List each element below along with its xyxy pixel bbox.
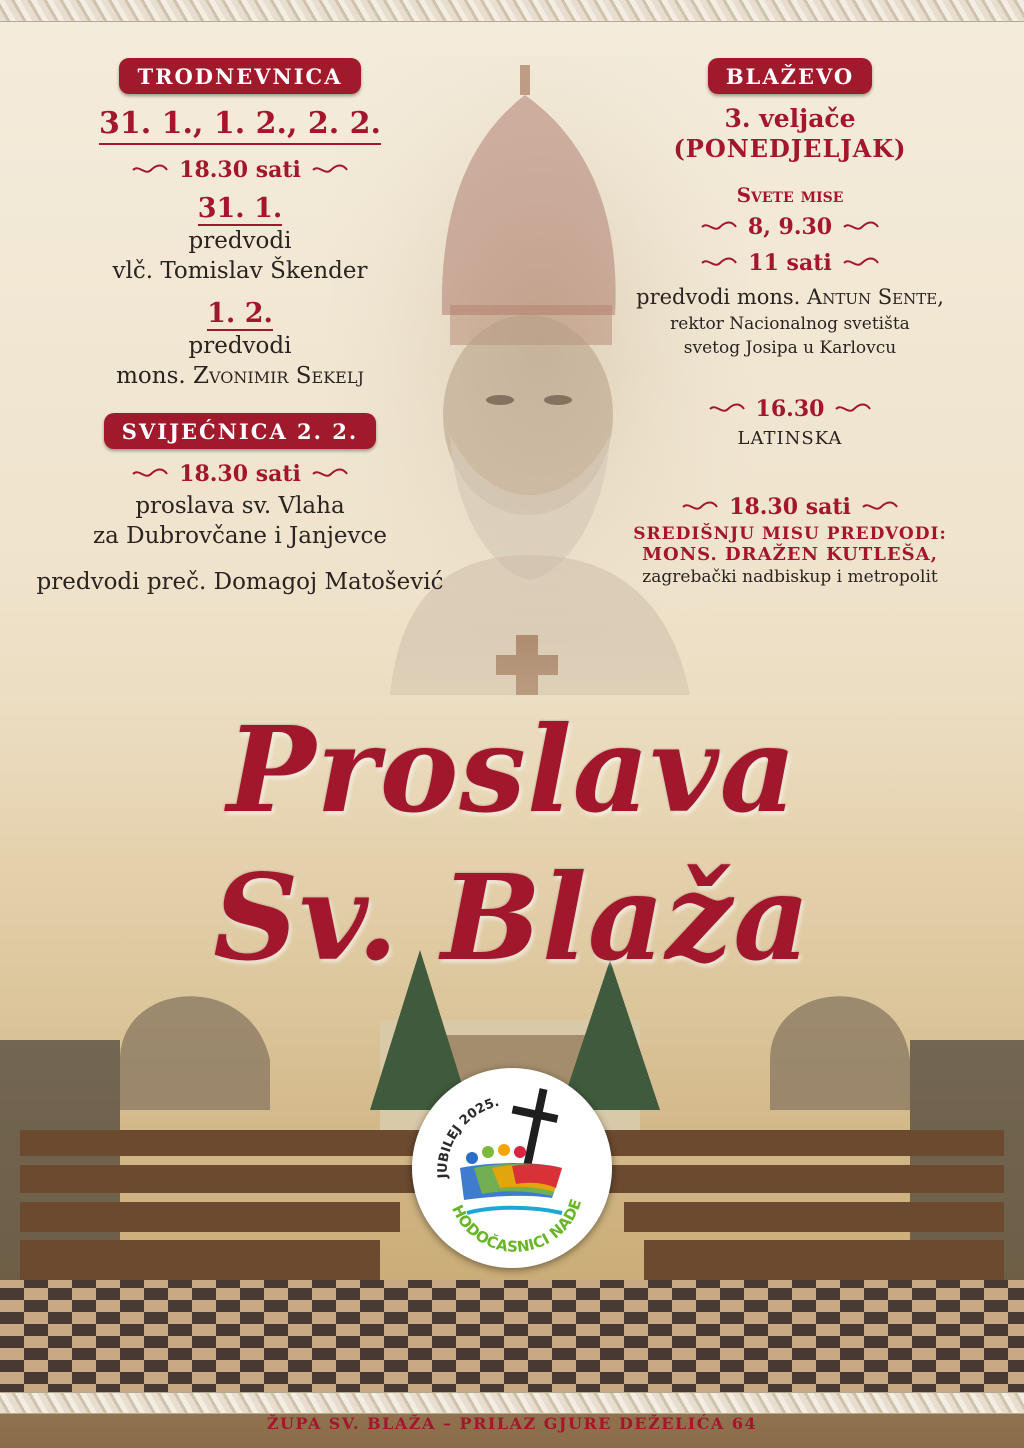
time-1630: 16.30: [755, 396, 825, 422]
jubilee-logo: [412, 1068, 612, 1268]
swash-ornament-icon: [681, 501, 719, 513]
left-column: [30, 58, 450, 597]
time-1830: 18.30 sati: [729, 494, 851, 520]
time-row-right-4: [580, 494, 1000, 520]
day2-date: 1. 2.: [207, 298, 273, 331]
masses-times: 8, 9.30: [747, 214, 833, 240]
right-column: [580, 58, 1000, 589]
swash-ornament-icon: [311, 468, 349, 480]
logo-top-text: JUBILEJ 2025.: [435, 1094, 501, 1179]
central-mass-label: SREDIŠNJU MISU PREDVODI:: [633, 524, 947, 544]
blazevo-weekday: (PONEDJELJAK): [673, 134, 907, 163]
footer-address: ŽUPA SV. BLAŽA – PRILAZ GJURE DEŽELIĆA 64: [266, 1414, 758, 1433]
svijecnica-leader: predvodi preč. Domagoj Matošević: [36, 569, 444, 596]
time-11: 11 sati: [748, 250, 832, 276]
swash-ornament-icon: [834, 403, 872, 415]
swash-ornament-icon: [842, 257, 880, 269]
time-label: 18.30 sati: [179, 157, 301, 183]
swash-ornament-icon: [131, 468, 169, 480]
swash-ornament-icon: [842, 221, 880, 233]
banner-trodnevnica: TRODNEVNICA: [119, 58, 360, 94]
mass11-leader: [580, 282, 1000, 312]
day1-line1: predvodi: [188, 228, 292, 255]
time-label: 18.30 sati: [179, 461, 301, 488]
swash-ornament-icon: [708, 403, 746, 415]
time-row-right-3: [580, 396, 1000, 422]
day2-leader-name: Zvonimir Sekelj: [193, 363, 364, 390]
day2-leader-prefix: mons.: [116, 363, 194, 390]
svijecnica-line2: za Dubrovčane i Janjevce: [93, 523, 387, 550]
day1-date: 31. 1.: [198, 193, 283, 226]
banner-blazevo: BLAŽEVO: [708, 58, 872, 94]
masses-label: Svete mise: [736, 183, 844, 207]
day2-leader: [30, 361, 450, 391]
central-mass-leader-role: zagrebački nadbiskup i metropolit: [642, 567, 938, 587]
swash-ornament-icon: [861, 501, 899, 513]
time-row-right-2: [580, 250, 1000, 276]
day2-line1: predvodi: [188, 333, 292, 360]
svijecnica-line1: proslava sv. Vlaha: [135, 493, 345, 520]
time-row-right-1: [580, 214, 1000, 240]
jubilee-logo-graphic: [412, 1068, 612, 1268]
central-mass-leader: MONS. DRAŽEN KUTLEŠA,: [642, 544, 938, 565]
mass11-leader-name: Antun Sente: [807, 285, 938, 309]
rope-border-bottom: [0, 1392, 1024, 1414]
latin-label: LATINSKA: [737, 428, 843, 449]
swash-ornament-icon: [700, 221, 738, 233]
mass11-leader-role2: svetog Josipa u Karlovcu: [683, 338, 897, 358]
logo-bottom-text: HODOČASNICI NADE: [448, 1196, 586, 1256]
mass11-leader-prefix: predvodi mons.: [636, 285, 808, 309]
time-row-left-2: [30, 461, 450, 487]
swash-ornament-icon: [311, 164, 349, 176]
rope-border-top: [0, 0, 1024, 22]
blazevo-date: 3. veljače: [724, 104, 856, 133]
trodnevnica-dates: 31. 1., 1. 2., 2. 2.: [99, 106, 381, 145]
swash-ornament-icon: [700, 257, 738, 269]
poster-title-line1: Proslava: [226, 700, 798, 839]
svg-text:HODOČASNICI NADE: [448, 1197, 585, 1256]
mass11-leader-comma: ,: [937, 285, 944, 309]
day1-leader: vlč. Tomislav Škender: [112, 258, 368, 285]
mass11-leader-role1: rektor Nacionalnog svetišta: [670, 314, 910, 334]
time-row-left-1: [30, 157, 450, 183]
swash-ornament-icon: [131, 164, 169, 176]
banner-svijecnica: SVIJEĆNICA 2. 2.: [104, 413, 376, 449]
poster-title-line2: Sv. Blaža: [213, 848, 811, 987]
